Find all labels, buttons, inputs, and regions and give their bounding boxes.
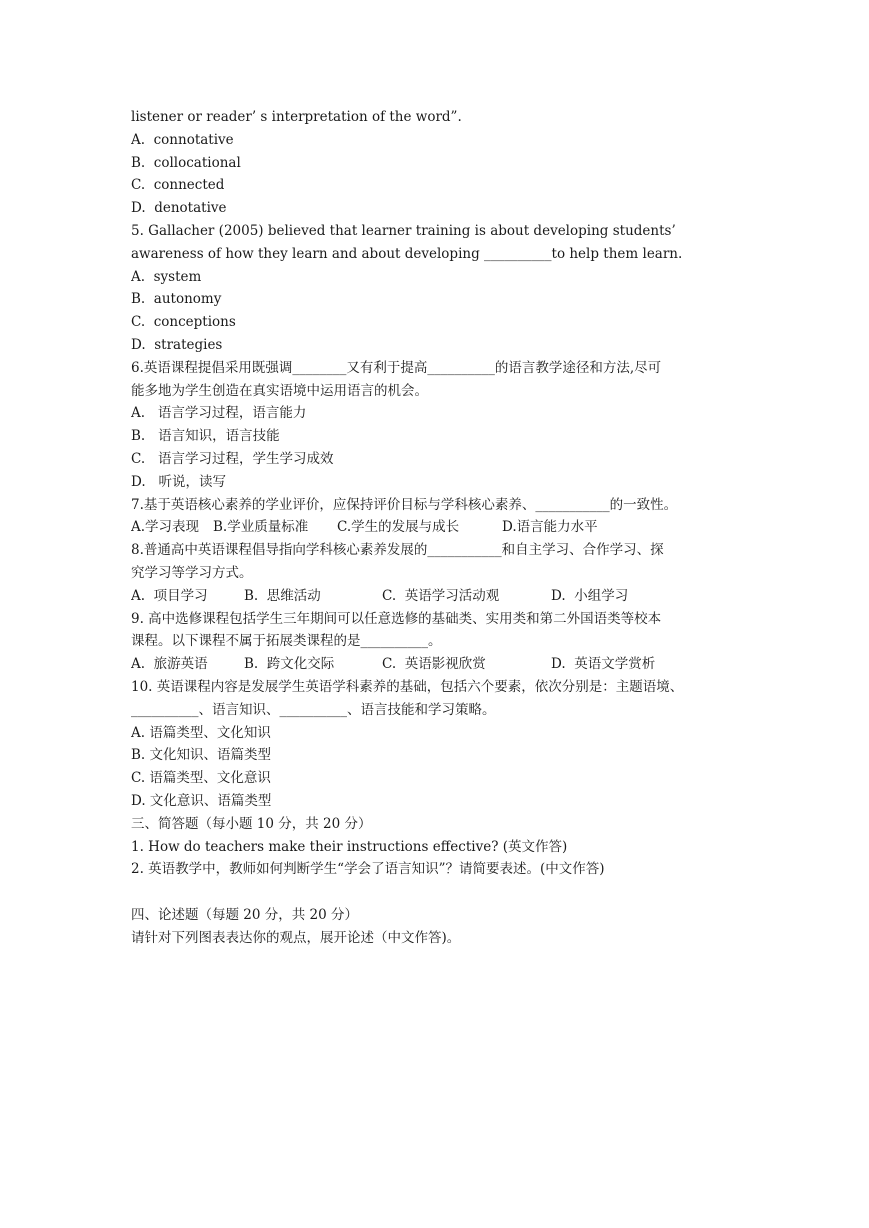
q8-option-b: B. 思维活动: [244, 587, 321, 604]
section3-question-2: 2. 英语教学中，教师如何判断学生“学会了语言知识”？请简要表述。(中文作答): [131, 861, 605, 878]
q6-option-b: B. 语言知识，语言技能: [131, 428, 280, 445]
q9-option-d: D. 英语文学赏析: [551, 656, 656, 673]
q6-option-d: D. 听说，读写: [131, 473, 227, 490]
q7-option-c: C.学生的发展与成长: [337, 519, 460, 536]
section3-question-1: 1. How do teachers make their instructions effective? (英文作答): [131, 838, 568, 855]
q5-option-c: C. conceptions: [131, 314, 236, 331]
q9-option-a: A. 旅游英语: [131, 656, 208, 673]
q10-option-b: B. 文化知识、语篇类型: [131, 747, 272, 764]
q5-option-a: A. system: [131, 268, 202, 285]
q10-option-d: D. 文化意识、语篇类型: [131, 792, 272, 809]
q5-option-b: B. autonomy: [131, 291, 222, 308]
exam-page: [131, 106, 746, 949]
q4-option-a: A. connotative: [131, 131, 234, 148]
q5-stem-line2: awareness of how they learn and about developing __________to help them learn.: [131, 245, 683, 262]
q9-option-b: B. 跨文化交际: [244, 656, 335, 673]
q4-option-d: D. denotative: [131, 200, 227, 217]
q5-stem-line1: 5. Gallacher (2005) believed that learner training is about developing students’: [131, 222, 676, 239]
q10-option-c: C. 语篇类型、文化意识: [131, 770, 271, 787]
q7-option-b: B.学业质量标准: [213, 519, 309, 536]
q8-stem-line2: 究学习等学习方式。: [131, 564, 253, 581]
q6-stem-line1: 6.英语课程提倡采用既强调________又有利于提高__________的语言教学途径和方法,尽可: [131, 359, 662, 376]
section4-instruction: 请针对下列图表表达你的观点，展开论述（中文作答)。: [131, 929, 461, 946]
q8-options-row: [131, 585, 746, 608]
q5-option-d: D. strategies: [131, 336, 223, 353]
q8-option-d: D. 小组学习: [551, 587, 629, 604]
q9-option-c: C. 英语影视欣赏: [382, 656, 486, 673]
q10-option-a: A. 语篇类型、文化知识: [131, 724, 271, 741]
q4-option-b: B. collocational: [131, 154, 241, 171]
q9-options-row: [131, 653, 746, 676]
section3-heading: 三、简答题（每小题 10 分，共 20 分）: [131, 815, 372, 832]
q8-option-c: C. 英语学习活动观: [382, 587, 500, 604]
q9-stem-line1: 9. 高中选修课程包括学生三年期间可以任意选修的基础类、实用类和第二外国语类等校本: [131, 610, 662, 627]
q8-option-a: A. 项目学习: [131, 587, 208, 604]
q10-stem-line2: __________、语言知识、__________、语言技能和学习策略。: [131, 701, 496, 718]
q6-stem-line2: 能多地为学生创造在真实语境中运用语言的机会。: [131, 382, 428, 399]
q4-option-c: C. connected: [131, 177, 225, 194]
q9-stem-line2: 课程。以下课程不属于拓展类课程的是__________。: [131, 633, 442, 650]
q6-option-c: C. 语言学习过程，学生学习成效: [131, 450, 334, 467]
q7-option-d: D.语言能力水平: [502, 519, 598, 536]
q6-option-a: A. 语言学习过程，语言能力: [131, 405, 307, 422]
section4-heading: 四、论述题（每题 20 分，共 20 分）: [131, 906, 359, 923]
spacer: [131, 881, 746, 904]
q7-options-row: [131, 516, 746, 539]
q8-stem-line1: 8.普通高中英语课程倡导指向学科核心素养发展的___________和自主学习、合作学习、探: [131, 542, 664, 559]
q4-stem-tail: listener or reader’ s interpretation of the word”.: [131, 109, 462, 125]
q10-stem-line1: 10. 英语课程内容是发展学生英语学科素养的基础，包括六个要素，依次分别是：主题语境、: [131, 678, 684, 695]
q7-stem: 7.基于英语核心素养的学业评价，应保持评价目标与学科核心素养、___________的一致性。: [131, 496, 678, 513]
q7-option-a: A.学习表现: [131, 519, 200, 536]
